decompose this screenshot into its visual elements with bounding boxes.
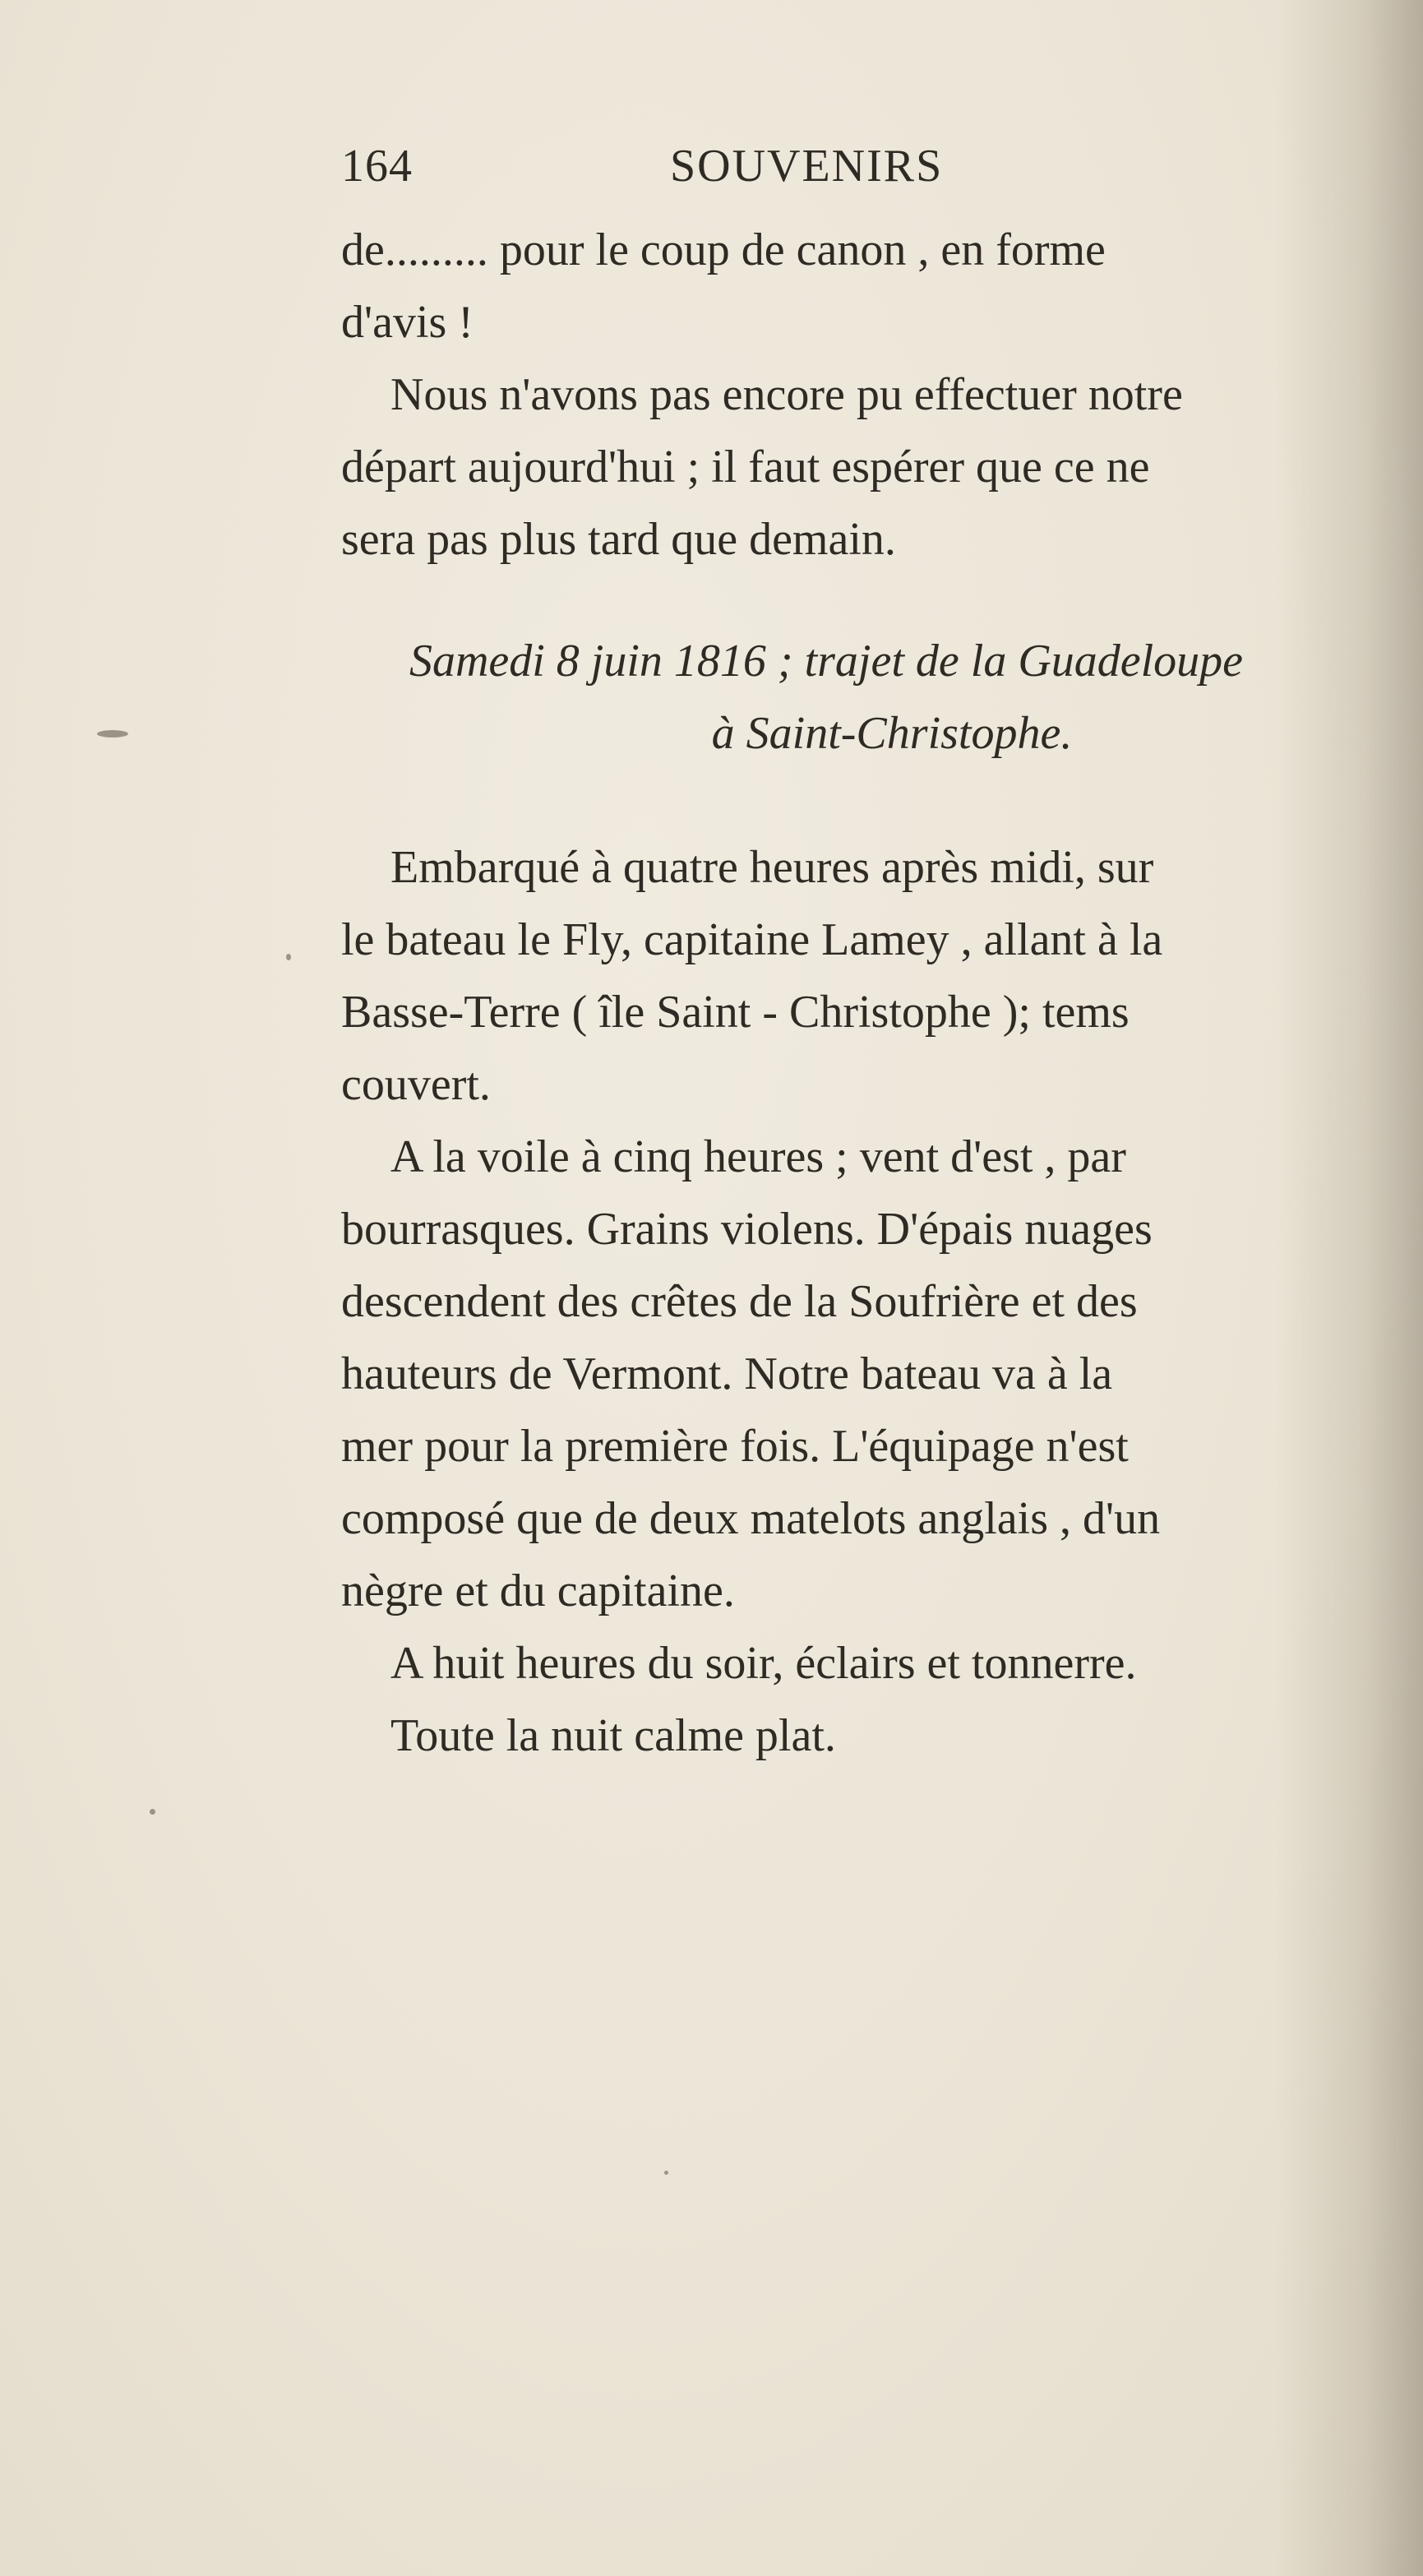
text-line: descendent des crêtes de la Soufrière et des <box>341 1276 1138 1327</box>
paragraph <box>341 358 1311 576</box>
paragraph <box>341 831 1311 1121</box>
paper-speck <box>664 2171 668 2175</box>
text-line: le bateau le Fly, capitaine Lamey , allant à la <box>341 914 1163 965</box>
text-line: Basse-Terre ( île Saint - Christophe ); tems <box>341 987 1130 1038</box>
text-line: couvert. <box>341 1059 491 1110</box>
text-line: hauteurs de Vermont. Notre bateau va à la <box>341 1348 1113 1399</box>
text-line: bourrasques. Grains violens. D'épais nuages <box>341 1204 1153 1255</box>
text-line: mer pour la première fois. L'équipage n'est <box>341 1421 1129 1472</box>
paper-speck <box>286 954 291 960</box>
text-line: sera pas plus tard que demain. <box>341 514 896 565</box>
heading-line: à Saint-Christophe. <box>711 708 1073 759</box>
text-line: Toute la nuit calme plat. <box>390 1710 836 1761</box>
text-line: d'avis ! <box>341 297 474 348</box>
running-title: SOUVENIRS <box>670 141 944 192</box>
text-line: nègre et du capitaine. <box>341 1565 735 1616</box>
heading-line: Samedi 8 juin 1816 ; trajet de la Guadeloupe <box>409 636 1244 687</box>
section-heading <box>341 625 1311 770</box>
paragraph <box>341 1700 1311 1772</box>
text-line: de......... pour le coup de canon , en forme <box>341 224 1106 275</box>
text-line: départ aujourd'hui ; il faut espérer que ce ne <box>341 442 1150 493</box>
paragraph <box>341 1121 1311 1627</box>
paragraph-continuation <box>341 214 1311 358</box>
text-block <box>341 140 1311 1772</box>
text-line: A la voile à cinq heures ; vent d'est , par <box>390 1131 1126 1182</box>
running-head <box>341 140 1311 214</box>
paper-speck <box>97 730 128 738</box>
page-number: 164 <box>341 141 413 192</box>
text-line: A huit heures du soir, éclairs et tonnerre. <box>390 1638 1137 1689</box>
text-line: Embarqué à quatre heures après midi, sur <box>390 842 1154 893</box>
text-line: Nous n'avons pas encore pu effectuer notre <box>390 369 1183 420</box>
paper-speck <box>150 1809 155 1815</box>
text-line: composé que de deux matelots anglais , d'un <box>341 1493 1161 1544</box>
paragraph <box>341 1627 1311 1700</box>
